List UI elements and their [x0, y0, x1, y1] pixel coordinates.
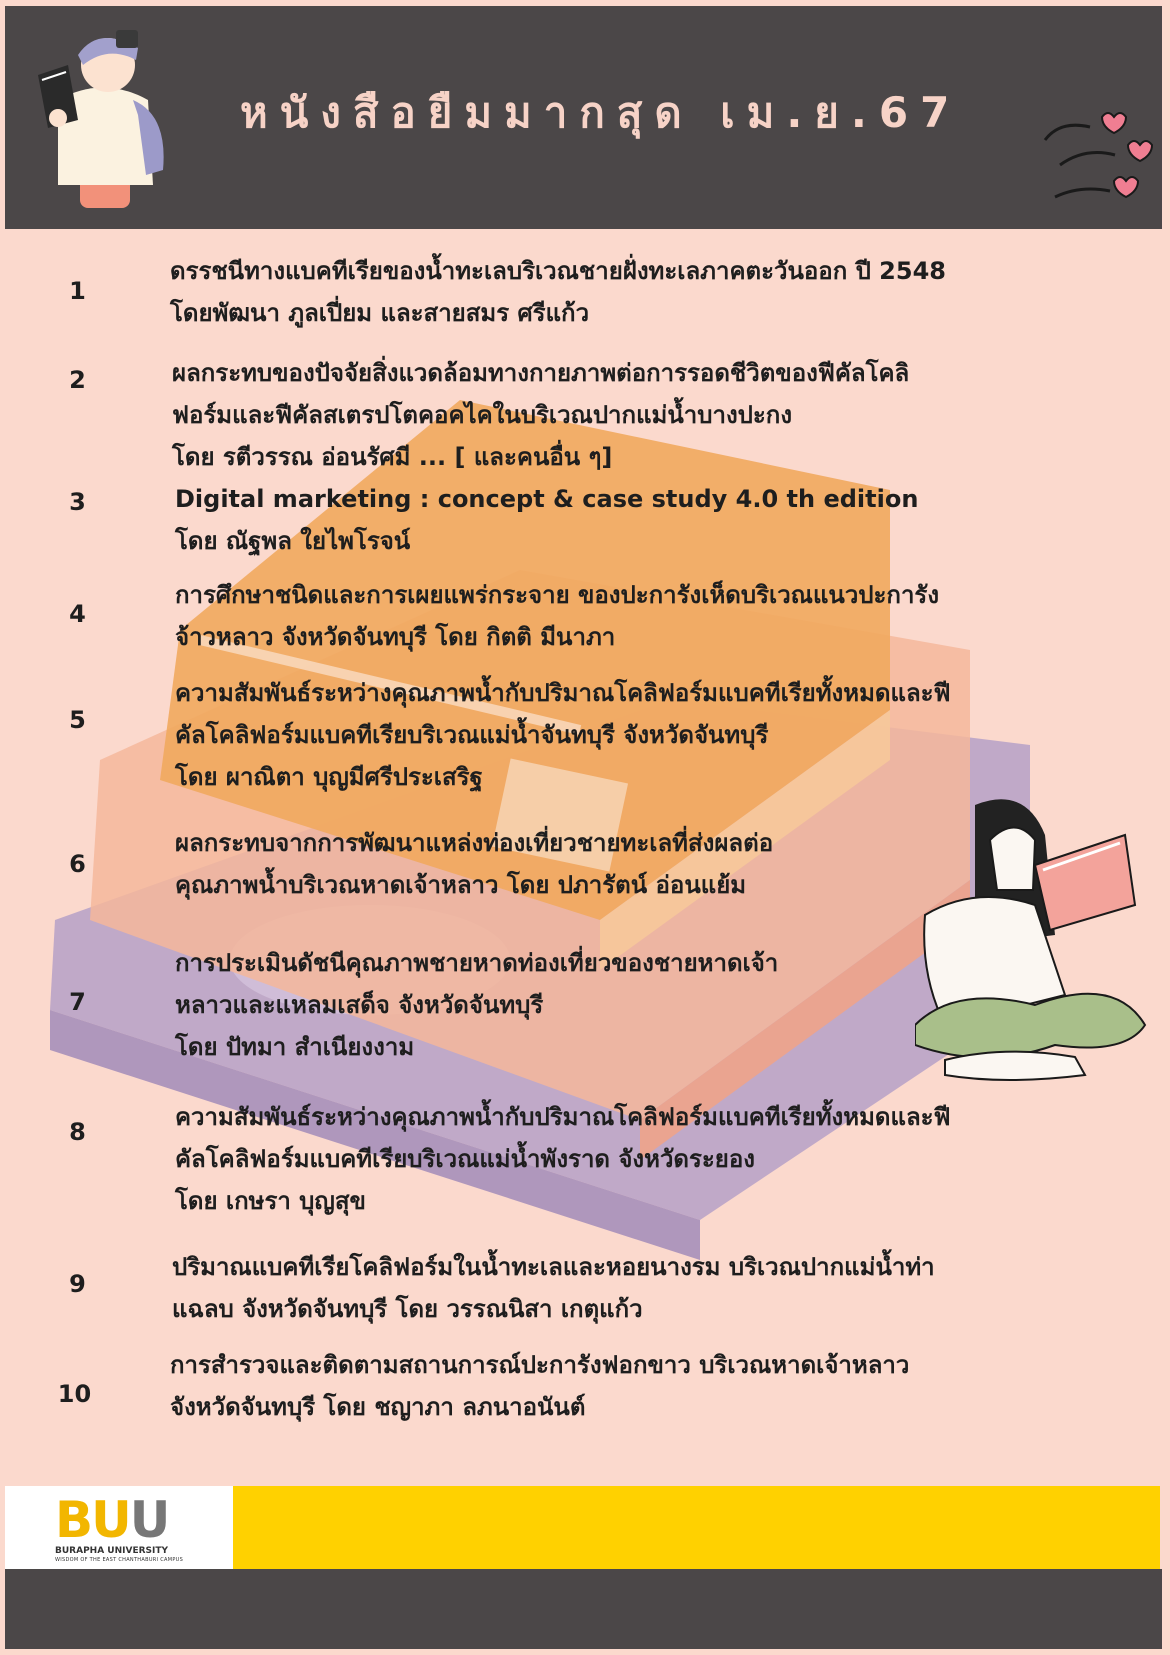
item-number: 1 [69, 277, 86, 305]
item-title: ปริมาณแบคทีเรียโคลิฟอร์มในน้ำทะเลและหอยนางรม บริเวณปากแม่น้ำท่า แฉลบ จังหวัดจันทบุรี โดย วรรณนิสา เกตุแก้ว [172, 1253, 935, 1323]
logo-mark: BUU [55, 1491, 169, 1549]
item-number: 5 [69, 706, 86, 734]
logo-name: BURAPHA UNIVERSITY [55, 1546, 169, 1556]
item-number: 9 [69, 1270, 86, 1298]
item-title: ความสัมพันธ์ระหว่างคุณภาพน้ำกับปริมาณโคลิฟอร์มแบคทีเรียทั้งหมดและฟี คัลโคลิฟอร์มแบคทีเรียบริเวณแม่น้ำจันทบุรี จังหวัดจันทบุรี โดย ผาณิตา บุญมีศรีประเสริฐ [175, 679, 951, 791]
item-number: 8 [69, 1118, 86, 1146]
page-title: หนังสือยืมมากสุด เม.ย.67 [240, 88, 962, 137]
item-title: การศึกษาชนิดและการเผยแพร่กระจาย ของปะการังเห็ดบริเวณแนวปะการัง จ้าวหลาว จังหวัดจันทบุรี โดย กิตติ มีนาภา [175, 581, 940, 651]
item-title: Digital marketing : concept & case study 4.0 th edition โดย ณัฐพล ใยไพโรจน์ [175, 485, 919, 555]
footer-yellow-bar [233, 1486, 1160, 1569]
item-title: ดรรชนีทางแบคทีเรียของน้ำทะเลบริเวณชายฝั่งทะเลภาคตะวันออก ปี 2548 โดยพัฒนา ภูลเปี่ยม และสายสมร ศรีแก้ว [170, 257, 946, 327]
item-title: การประเมินดัชนีคุณภาพชายหาดท่องเที่ยวของชายหาดเจ้า หลาวและแหลมเสด็จ จังหวัดจันทบุรี โดย ปัทมา สำเนียงงาม [175, 949, 779, 1061]
item-number: 4 [69, 600, 86, 628]
item-title: การสำรวจและติดตามสถานการณ์ปะการังฟอกขาว บริเวณหาดเจ้าหลาว จังหวัดจันทบุรี โดย ชญาภา ลภนาอนันต์ [170, 1351, 910, 1421]
item-number: 10 [57, 1380, 92, 1408]
buu-logo [5, 1486, 233, 1569]
item-title: ความสัมพันธ์ระหว่างคุณภาพน้ำกับปริมาณโคลิฟอร์มแบคทีเรียทั้งหมดและฟี คัลโคลิฟอร์มแบคทีเรียบริเวณแม่น้ำพังราด จังหวัดระยอง โดย เกษรา บุญสุข [175, 1103, 951, 1215]
item-title: ผลกระทบของปัจจัยสิ่งแวดล้อมทางกายภาพต่อการรอดชีวิตของฟีคัลโคลิ ฟอร์มและฟีคัลสเตรปโตคอคไคในบริเวณปากแม่น้ำบางปะกง โดย รตีวรรณ อ่อนรัศมี ... [ และคนอื่น ๆ] [172, 359, 910, 471]
item-number: 2 [69, 366, 86, 394]
item-title: ผลกระทบจากการพัฒนาแหล่งท่องเที่ยวชายทะเลที่ส่งผลต่อ คุณภาพน้ำบริเวณหาดเจ้าหลาว โดย ปภารัตน์ อ่อนแย้ม [175, 829, 774, 899]
logo-tagline: WISDOM OF THE EAST CHANTHABURI CAMPUS [55, 1557, 184, 1563]
item-number: 7 [69, 988, 86, 1016]
item-number: 6 [69, 850, 86, 878]
footer-bar [5, 1569, 1162, 1649]
item-number: 3 [69, 488, 86, 516]
